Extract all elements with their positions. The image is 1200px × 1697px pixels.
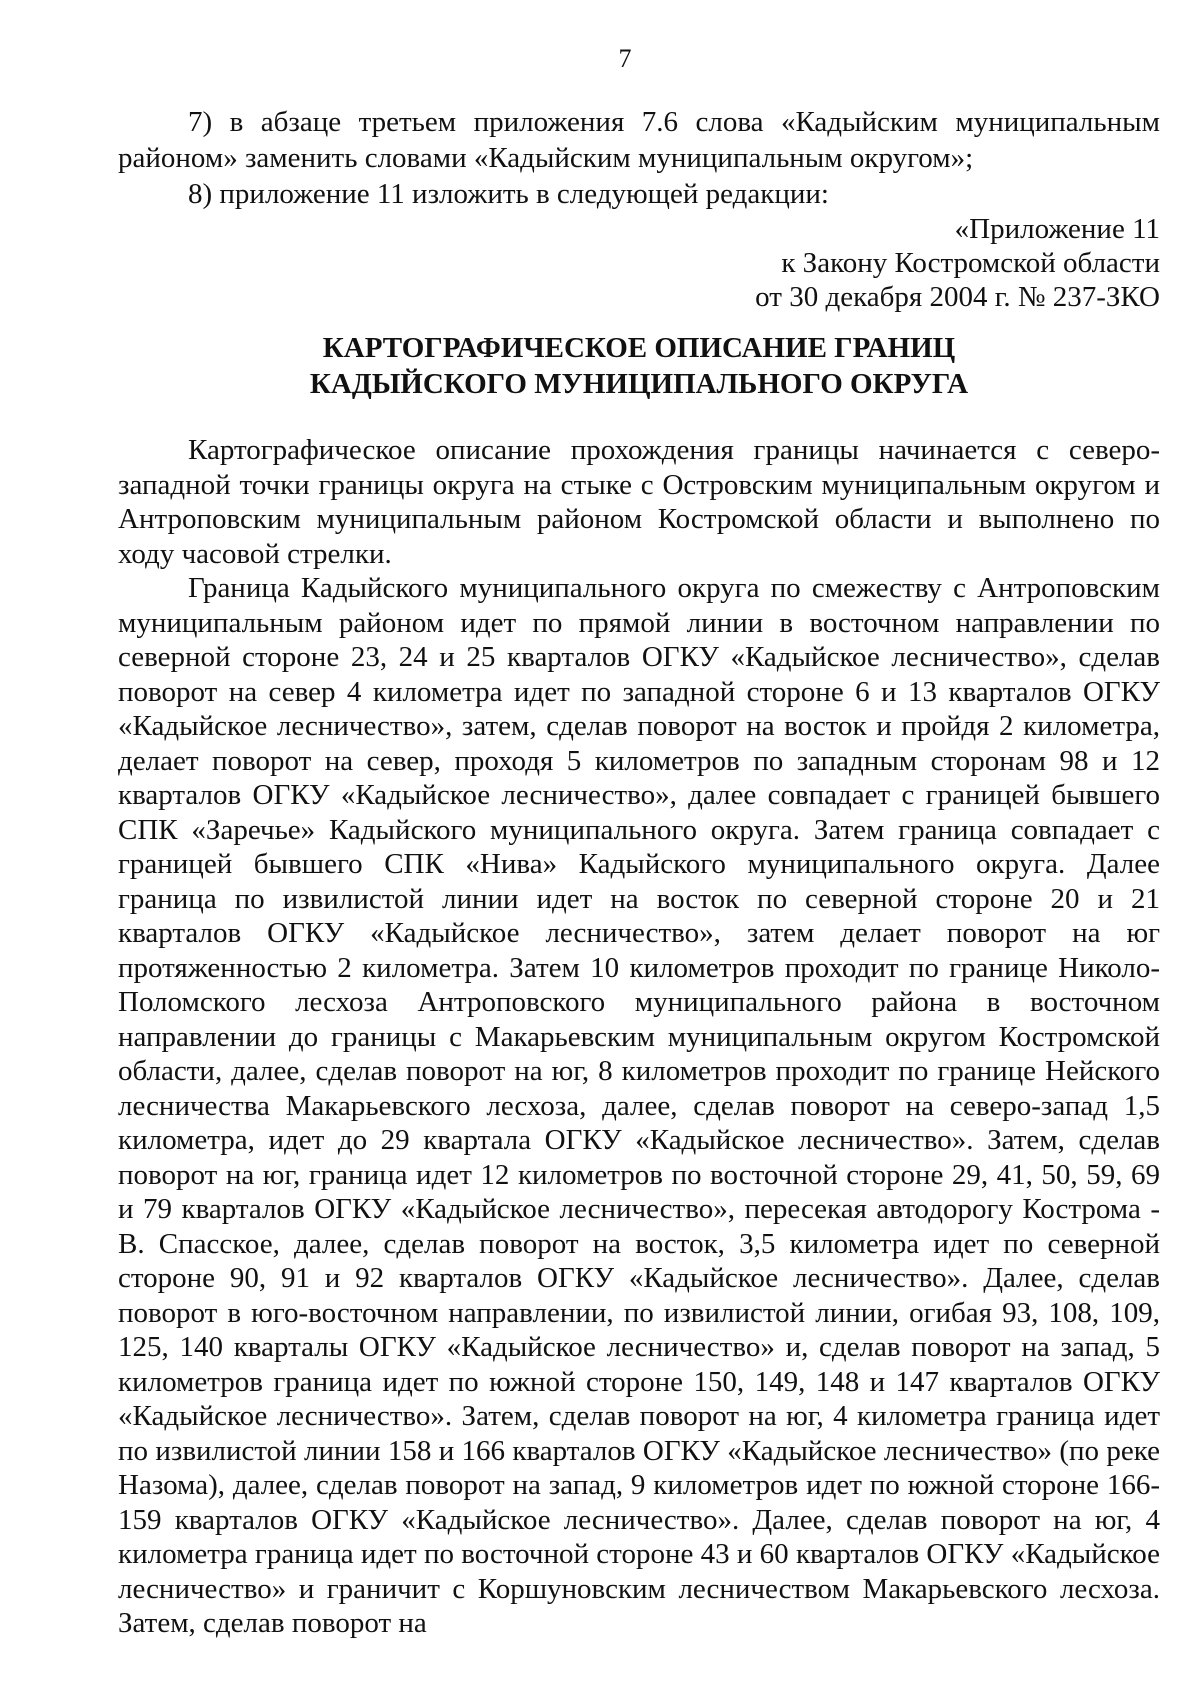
body-paragraph-2: Граница Кадыйского муниципального округа по смежеству с Антроповским муниципальным районом идет по прямой линии в восточном направлении по северной стороне 23, 24 и 25 кварталов ОГКУ «Кадыйское лесничество», сделав поворот на север 4 километра идет по западной стороне 6 и 13 кварталов ОГКУ «Кадыйское лесничество», затем, сделав поворот на восток и пройдя 2 километра, делает поворот на север, проходя 5 километров по западным сторонам 98 и 12 кварталов ОГКУ «Кадыйское лесничество», далее совпадает с границей бывшего СПК «Заречье» Кадыйского муниципального округа. Затем граница совпадает с границей бывшего СПК «Нива» Кадыйского муниципального округа. Далее граница по извилистой линии идет на восток по северной стороне 20 и 21 кварталов ОГКУ «Кадыйское лесничество», затем делает поворот на юг протяженностью 2 километра. Затем 10 километров проходит по границе Николо-Поломского лесхоза Антроповского муниципального района в восточном направлении до границы с Макарьевским муниципальным округом Костромской области, далее, сделав поворот на юг, 8 километров проходит по границе Нейского лесничества Макарьевского лесхоза, далее, сделав поворот на северо-запад 1,5 километра, идет до 29 квартала ОГКУ «Кадыйское лесничество». Затем, сделав поворот на юг, граница идет 12 километров по восточной стороне 29, 41, 50, 59, 69 и 79 кварталов ОГКУ «Кадыйское лесничество», пересекая автодорогу Кострома - В. Спасское, далее, сделав поворот на восток, 3,5 километра идет по северной стороне 90, 91 и 92 кварталов ОГКУ «Кадыйское лесничество». Далее, сделав поворот в юго-восточном направлении, по извилистой линии, огибая 93, 108, 109, 125, 140 кварталы ОГКУ «Кадыйское лесничество» и, сделав поворот на запад, 5 километров граница идет по южной стороне 150, 149, 148 и 147 кварталов ОГКУ «Кадыйское лесничество». Затем, сделав поворот на юг, 4 километра граница идет по извилистой линии 158 и 166 кварталов ОГКУ «Кадыйское лесничество» (по реке Назома), далее, сделав поворот на запад, 9 километров идет по южной стороне 166-159 кварталов ОГКУ «Кадыйское лесничество». Далее, сделав поворот на юг, 4 километра граница идет по восточной стороне 43 и 60 кварталов ОГКУ «Кадыйское лесничество» и граничит с Коршуновским лесничеством Макарьевского лесхоза. Затем, сделав поворот на — [118, 572, 1160, 1639]
amendments-block — [118, 104, 1160, 314]
title-line-1: КАРТОГРАФИЧЕСКОЕ ОПИСАНИЕ ГРАНИЦ — [322, 332, 956, 364]
appendix-ref-line-2: к Закону Костромской области — [781, 247, 1160, 279]
appendix-ref-line-3: от 30 декабря 2004 г. № 237-ЗКО — [755, 281, 1160, 313]
amendment-item-7: 7) в абзаце третьем приложения 7.6 слова «Кадыйским муниципальным районом» заменить словами «Кадыйским муниципальным округом»; — [118, 106, 1160, 174]
body-paragraph-1: Картографическое описание прохождения границы начинается с северо-западной точки границы округа на стыке с Островским муниципальным округом и Антроповским муниципальным районом Костромской области и выполнено по ходу часовой стрелки. — [118, 434, 1160, 570]
appendix-reference — [118, 212, 1160, 314]
appendix-ref-line-1: «Приложение 11 — [954, 213, 1160, 245]
document-title — [118, 330, 1160, 402]
page-number: 7 — [618, 44, 632, 73]
document-body — [118, 433, 1160, 1641]
title-line-2: КАДЫЙСКОГО МУНИЦИПАЛЬНОГО ОКРУГА — [309, 368, 969, 400]
amendment-item-8: 8) приложение 11 изложить в следующей редакции: — [188, 178, 829, 210]
